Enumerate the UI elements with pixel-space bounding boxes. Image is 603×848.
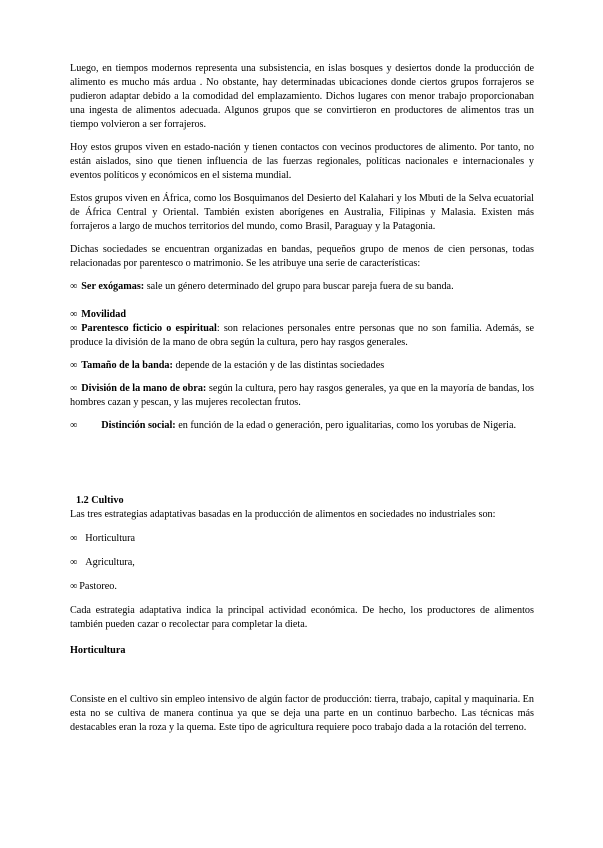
trait-division (70, 382, 534, 410)
infinity-bullet-icon: ∞ (70, 581, 78, 592)
trait-exogamas (70, 280, 534, 294)
trait-tamano (70, 359, 534, 373)
strategy-label: Agricultura, (85, 557, 135, 568)
trait-distincion (70, 419, 534, 433)
blank-space (70, 658, 534, 693)
infinity-bullet-icon: ∞ (70, 309, 78, 320)
infinity-bullet-icon: ∞ (70, 360, 78, 371)
section-after: Cada estrategia adaptativa indica la principal actividad económica. De hecho, los productores de alimentos también pueden cazar o recolectar para completar la dieta. (70, 605, 534, 630)
infinity-bullet-icon: ∞ (70, 383, 78, 394)
strategy-item (70, 532, 534, 546)
infinity-bullet-icon: ∞ (70, 323, 78, 334)
strategy-label: Horticultura (85, 533, 136, 544)
trait-term: Parentesco ficticio o espiritual (81, 323, 217, 334)
trait-term: Ser exógamas: (81, 281, 145, 292)
trait-text: depende de la estación y de las distintas sociedades (172, 360, 385, 371)
strategy-label: Pastoreo. (79, 581, 117, 592)
trait-term: Tamaño de la banda: (81, 360, 173, 371)
document-page (70, 62, 534, 744)
strategy-item (70, 580, 534, 594)
heading-horticultura: Horticultura (70, 645, 126, 656)
trait-text: sale un género determinado del grupo para buscar pareja fuera de su banda. (144, 281, 454, 292)
infinity-bullet-icon: ∞ (70, 533, 78, 544)
paragraph-horticultura: Consiste en el cultivo sin empleo intensivo de algún factor de producción: tierra, trabajo, capital y maquinaria. En esta no se cultiva de manera continua ya que se deja una parte en un continuo barbecho. Las técnicas más destacables eran la roza y la quema. Este tipo de agricultura requiere poco trabajo dada a la rotación del terreno. (70, 694, 534, 733)
paragraph-estado-nacion: Hoy estos grupos viven en estado-nación y tienen contactos con vecinos productores de alimento. Por tanto, no están aislados, sino que tienen influencia de las fuerzas regionales, políticas nacionales e internacionales y eventos políticos y económicos en el sistema mundial. (70, 142, 534, 181)
section-intro: Las tres estrategias adaptativas basadas en la producción de alimentos en sociedades no industriales son: (70, 509, 496, 520)
blank-space (70, 442, 534, 494)
trait-text: : son relaciones personales entre personas que no son familia. Además, se produce la división de la mano de obra según la cultura, pero hay rasgos generales. (70, 323, 534, 348)
paragraph-bandas: Dichas sociedades se encuentran organizadas en bandas, pequeños grupo de menos de cien personas, todas relacionadas por parentesco o matrimonio. Se les atribuye una serie de características: (70, 244, 534, 269)
trait-text: en función de la edad o generación, pero igualitarias, como los yorubas de Nigeria. (175, 420, 517, 431)
infinity-bullet-icon: ∞ (70, 557, 78, 568)
trait-term: Movilidad (81, 309, 126, 320)
trait-term: División de la mano de obra: (81, 383, 207, 394)
infinity-bullet-icon: ∞ (70, 420, 78, 431)
paragraph-ubicacion: Estos grupos viven en África, como los Bosquimanos del Desierto del Kalahari y los Mbuti de la Selva ecuatorial de África Central y Oriental. También existen aborígenes en Australia, Filipinas y Malasia. Existen más forrajeros a largo de muchos territorios del mundo, como Brasil, Paraguay y la Patagonia. (70, 193, 534, 232)
strategy-item (70, 556, 534, 570)
infinity-bullet-icon: ∞ (70, 281, 78, 292)
paragraph-subsistencia: Luego, en tiempos modernos representa una subsistencia, en islas bosques y desiertos donde la producción de alimento es mucho más ardua . No obstante, hay determinadas ubicaciones donde ciertos grupos forrajeros se pudieron adaptar debido a la comodidad del emplazamiento. Dichos lugares con menor trabajo proporcionaban una ingesta de alimentos adecuada. Algunos grupos que se convirtieron en productores de alimentos tras un tiempo volvieron a ser forrajeros. (70, 63, 534, 130)
trait-term: Distinción social: (101, 420, 176, 431)
section-title-cultivo: 1.2 Cultivo (76, 495, 124, 506)
trait-parentesco (70, 322, 534, 350)
trait-text: según la cultura, pero hay rasgos generales, ya que en la mayoría de bandas, los hombres cazan y pescan, y las mujeres recolectan frutos. (70, 383, 535, 408)
trait-movilidad (70, 308, 534, 322)
